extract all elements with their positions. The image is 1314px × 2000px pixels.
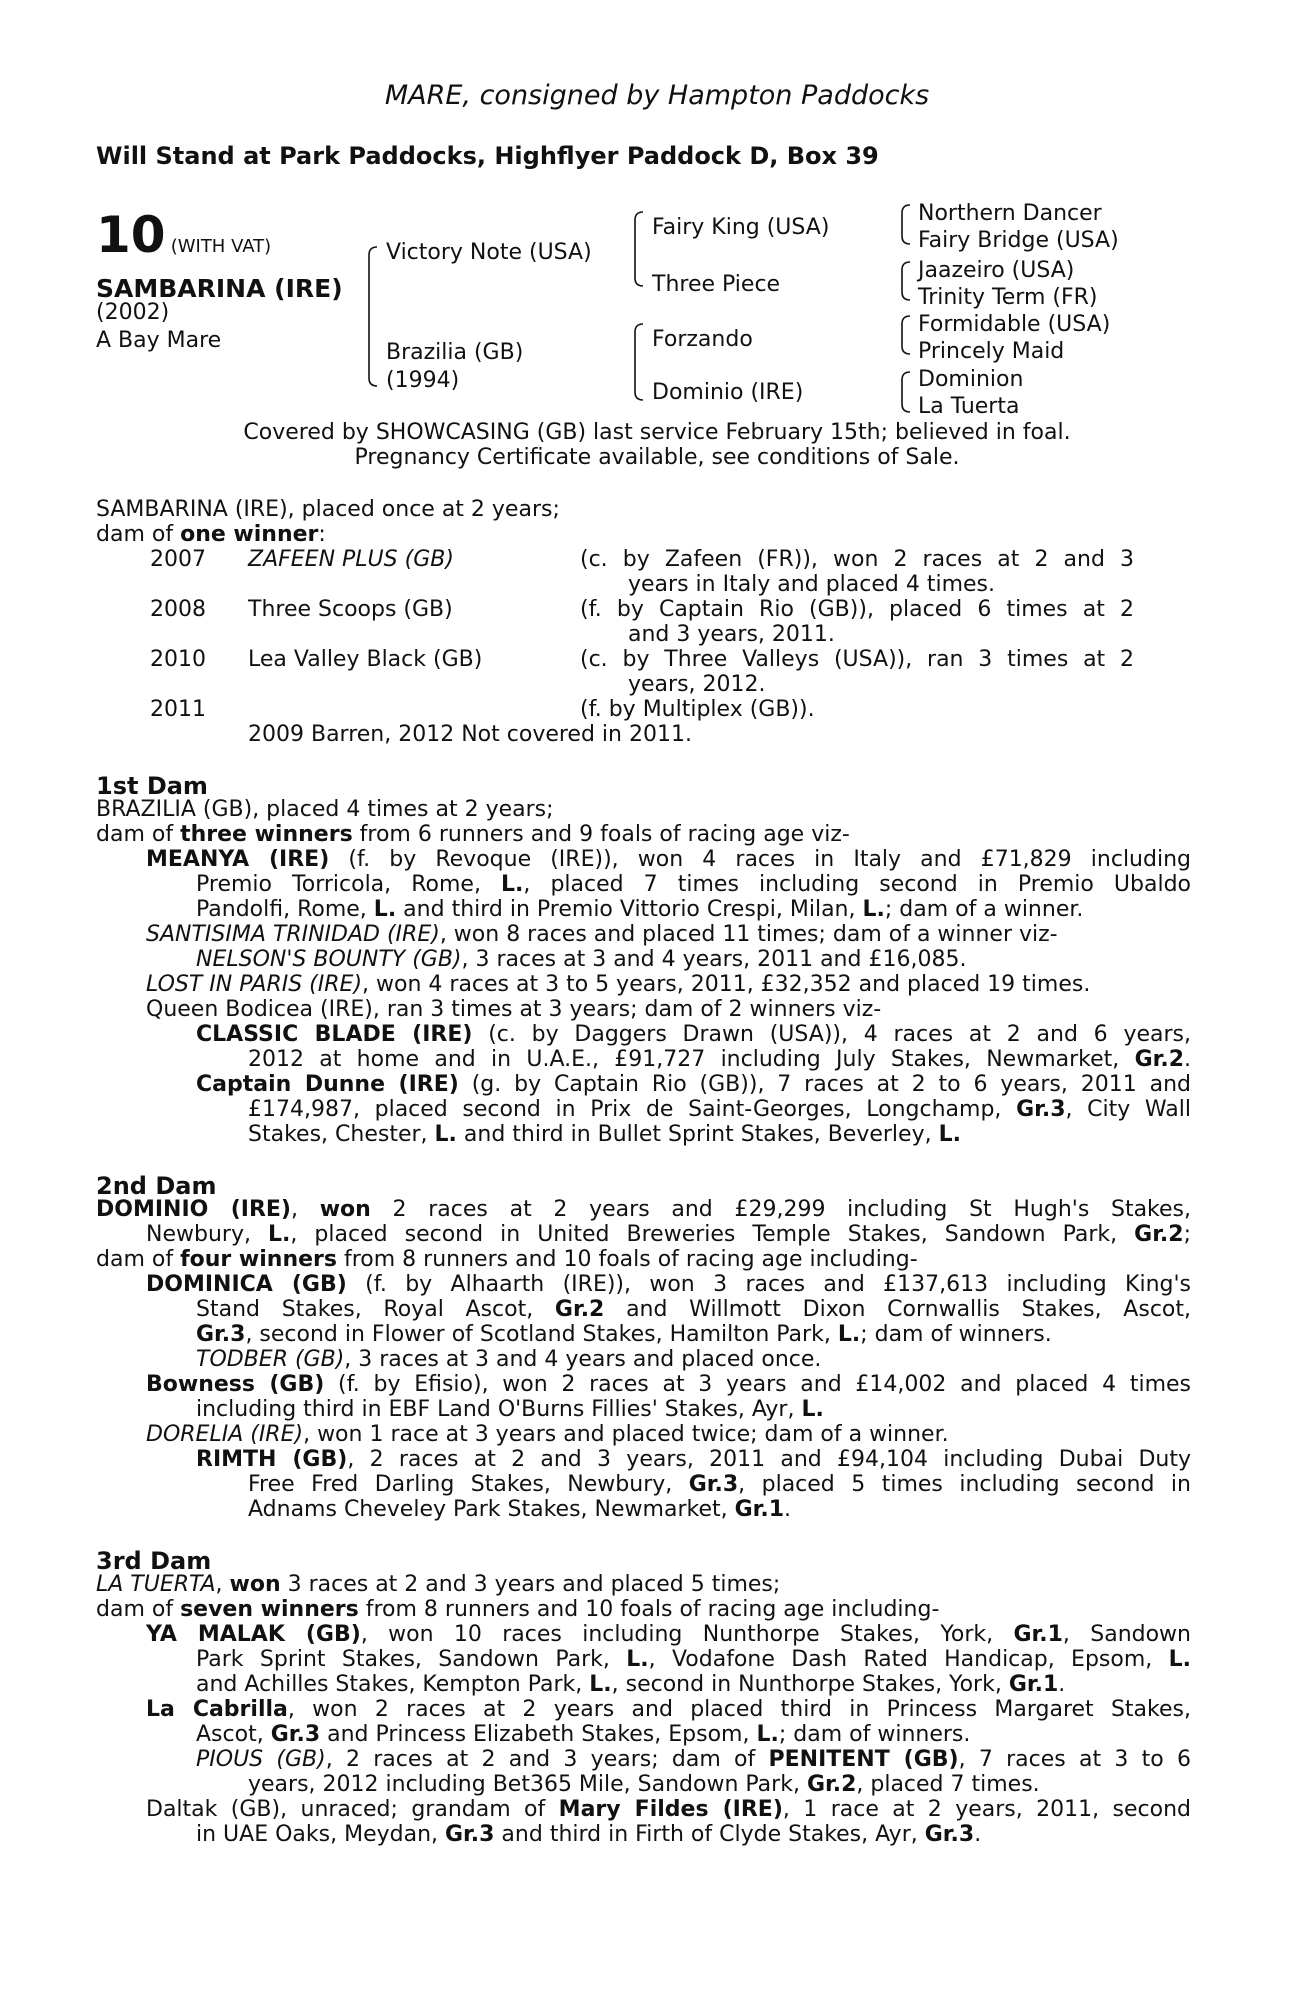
produce-name: Three Scoops (GB) — [248, 597, 453, 622]
third-dam-summary — [96, 1597, 939, 1622]
grade: L. — [434, 1122, 457, 1147]
produce-desc: (f. by Captain Rio (GB)), placed 6 times at 2 — [580, 597, 1134, 622]
winners-count: three winners — [180, 822, 353, 847]
ya-malak-entry — [146, 1622, 1191, 1647]
text: Free Fred Darling Stakes, Newbury, — [248, 1472, 689, 1497]
horse-name: DOMINICA (GB) — [146, 1272, 347, 1297]
grade: Gr.1 — [1013, 1622, 1063, 1647]
first-dam-heading: 1st Dam — [96, 772, 208, 800]
second-dam-summary — [96, 1247, 918, 1272]
horse-name: La Cabrilla — [146, 1697, 288, 1722]
grade: L. — [862, 897, 885, 922]
text: including third in EBF Land O'Burns Fillies' Stakes, Ayr, — [196, 1397, 802, 1422]
pious-entry-line2 — [248, 1772, 1040, 1797]
grade: Gr.3 — [445, 1822, 495, 1847]
text: (f. by Efisio), won 2 races at 3 years and £14,002 and placed 4 times — [324, 1372, 1192, 1397]
text: from 8 runners and 10 foals of racing age including- — [358, 1597, 940, 1622]
pedigree-sire: Victory Note (USA) — [386, 240, 592, 265]
pedigree-ggs-4: Dominion — [918, 367, 1024, 392]
bracket-dd — [902, 372, 910, 412]
captain-dunne-entry-line3 — [248, 1122, 961, 1147]
text: Park Sprint Stakes, Sandown Park, — [196, 1647, 627, 1672]
pedigree-ggd-3: Princely Maid — [918, 339, 1065, 364]
produce-year: 2008 — [150, 597, 206, 622]
text: . — [1184, 1047, 1191, 1072]
horse-year: (2002) — [96, 300, 170, 325]
text: , — [215, 1572, 230, 1597]
meanya-entry-line2 — [196, 872, 1191, 897]
produce-name: Lea Valley Black (GB) — [248, 647, 483, 672]
pedigree-ggs-3: Formidable (USA) — [918, 312, 1111, 337]
pedigree-dam-year: (1994) — [386, 368, 460, 393]
winners-count: one winner — [180, 522, 319, 547]
text: (f. by Revoque (IRE)), won 4 races in Italy and £71,829 including — [329, 847, 1191, 872]
barren-note: 2009 Barren, 2012 Not covered in 2011. — [248, 722, 692, 747]
grade: Gr.2 — [1134, 1222, 1184, 1247]
text: 3 races at 2 and 3 years and placed 5 times; — [280, 1572, 781, 1597]
text: from 6 runners and 9 foals of racing age viz- — [352, 822, 850, 847]
horse-description: A Bay Mare — [96, 328, 222, 353]
text: , — [291, 1197, 320, 1222]
text: , won 1 race at 3 years and placed twice; dam of a winner. — [303, 1422, 949, 1447]
horse-name: LOST IN PARIS (IRE) — [146, 972, 363, 997]
horse-name: MEANYA (IRE) — [146, 847, 330, 872]
text: and third in Firth of Clyde Stakes, Ayr, — [494, 1822, 925, 1847]
won: won — [229, 1572, 281, 1597]
text: ; dam of winners. — [778, 1722, 971, 1747]
produce-desc-cont: years in Italy and placed 4 times. — [628, 572, 995, 597]
text: , 3 races at 3 and 4 years, 2011 and £16,085. — [461, 947, 967, 972]
text: and third in Premio Vittorio Crespi, Milan, — [396, 897, 863, 922]
bracket-dam — [635, 324, 643, 400]
pedigree-ggs-1: Northern Dancer — [918, 201, 1102, 226]
pedigree-ggd-1: Fairy Bridge (USA) — [918, 228, 1119, 253]
text: and Princess Elizabeth Stakes, Epsom, — [320, 1722, 757, 1747]
won: won — [319, 1197, 371, 1222]
text: . — [1058, 1672, 1066, 1697]
grade: Gr.1 — [1008, 1672, 1059, 1697]
dominio-entry — [96, 1197, 1191, 1222]
third-dam-heading: 3rd Dam — [96, 1547, 212, 1575]
horse-name: DORELIA (IRE) — [146, 1422, 304, 1447]
produce-desc: (c. by Three Valleys (USA)), ran 3 times at 2 — [580, 647, 1134, 672]
covered-note: Covered by SHOWCASING (GB) last service February 15th; believed in foal. — [243, 420, 1071, 445]
text: , Sandown — [1062, 1622, 1191, 1647]
grade: Gr.2 — [806, 1772, 857, 1797]
grade: Gr.3 — [270, 1722, 321, 1747]
produce-desc-cont: years, 2012. — [628, 672, 766, 697]
page-title: MARE, consigned by Hampton Paddocks — [384, 80, 930, 111]
text: and third in Bullet Sprint Stakes, Beverley, — [456, 1122, 939, 1147]
first-dam-summary — [96, 822, 850, 847]
horse-name: Captain Dunne (IRE) — [196, 1072, 459, 1097]
lot-number: 10 — [96, 206, 166, 264]
text: £174,987, placed second in Prix de Saint-Georges, Longchamp, — [248, 1097, 1017, 1122]
text: : — [318, 522, 326, 547]
horse-name: TODBER (GB) — [196, 1347, 345, 1372]
vat-note: (WITH VAT) — [170, 236, 272, 257]
grade: L. — [501, 872, 524, 897]
text: . — [784, 1497, 792, 1522]
text: , placed 7 times. — [856, 1772, 1040, 1797]
rimth-entry-line2 — [248, 1472, 1191, 1497]
pedigree-dam: Brazilia (GB) — [386, 340, 524, 365]
text: Stakes, Chester, — [248, 1122, 435, 1147]
captain-dunne-entry-line2 — [248, 1097, 1191, 1122]
text: . — [974, 1822, 982, 1847]
text: from 8 runners and 10 foals of racing age including- — [337, 1247, 918, 1272]
text: Stand Stakes, Royal Ascot, — [196, 1297, 555, 1322]
bowness-entry — [146, 1372, 1191, 1397]
text: , won 2 races at 2 years and placed third in Princess Margaret Stakes, — [287, 1697, 1191, 1722]
grade: L. — [626, 1647, 649, 1672]
ya-malak-entry-line2 — [196, 1647, 1191, 1672]
horse-name: YA MALAK (GB) — [146, 1622, 361, 1647]
todber-entry — [196, 1347, 821, 1372]
text: , won 10 races including Nunthorpe Stakes, York, — [360, 1622, 1014, 1647]
text: years, 2012 including Bet365 Mile, Sandown Park, — [248, 1772, 807, 1797]
first-dam-intro: BRAZILIA (GB), placed 4 times at 2 years; — [96, 797, 554, 822]
pedigree-dam-dam: Dominio (IRE) — [652, 380, 804, 405]
horse-name: Mary Fildes (IRE) — [558, 1797, 783, 1822]
text: Newbury, — [146, 1222, 268, 1247]
pedigree-ggd-2: Trinity Term (FR) — [918, 285, 1098, 310]
text: , 7 races at 3 to 6 — [958, 1747, 1191, 1772]
produce-year: 2007 — [150, 547, 206, 572]
grade: Gr.3 — [924, 1822, 975, 1847]
produce-desc: (c. by Zafeen (FR)), won 2 races at 2 and 3 — [580, 547, 1134, 572]
horse-name: CLASSIC BLADE (IRE) — [196, 1022, 473, 1047]
text: (c. by Daggers Drawn (USA)), 4 races at 2 and 6 years, — [472, 1022, 1191, 1047]
classic-blade-entry — [196, 1022, 1191, 1047]
text: , second in Nunthorpe Stakes, York, — [611, 1672, 1009, 1697]
horse-name: NELSON'S BOUNTY (GB) — [196, 947, 462, 972]
text: , Vodafone Dash Rated Handicap, Epsom, — [648, 1647, 1169, 1672]
text: dam of — [96, 1247, 181, 1272]
horse-name: PENITENT (GB) — [768, 1747, 959, 1772]
horse-name: LA TUERTA — [96, 1572, 216, 1597]
captain-dunne-entry — [196, 1072, 1191, 1097]
text: , second in Flower of Scotland Stakes, Hamilton Park, — [245, 1322, 838, 1347]
classic-blade-entry-line2 — [248, 1047, 1191, 1072]
produce-year: 2010 — [150, 647, 206, 672]
horse-name: Bowness (GB) — [146, 1372, 325, 1397]
text: 2 races at 2 years and £29,299 including St Hugh's Stakes, — [370, 1197, 1192, 1222]
grade: L. — [801, 1397, 824, 1422]
la-cabrilla-entry-line2 — [196, 1722, 970, 1747]
text: dam of — [96, 822, 181, 847]
dominio-entry-line2 — [146, 1222, 1191, 1247]
text: ; dam of a winner. — [884, 897, 1084, 922]
grade: L. — [756, 1722, 779, 1747]
text: 2012 at home and in U.A.E., £91,727 including July Stakes, Newmarket, — [248, 1047, 1135, 1072]
nelson-entry — [196, 947, 966, 972]
pious-entry — [196, 1747, 1191, 1772]
text: in UAE Oaks, Meydan, — [196, 1822, 445, 1847]
grade: Gr.3 — [688, 1472, 739, 1497]
dominica-entry-line2 — [196, 1297, 1191, 1322]
text: Daltak (GB), unraced; grandam of — [146, 1797, 559, 1822]
produce-year: 2011 — [150, 697, 206, 722]
text: and Willmott Dixon Cornwallis Stakes, Ascot, — [604, 1297, 1191, 1322]
text: , 2 races at 2 and 3 years; dam of — [325, 1747, 769, 1772]
meanya-entry-line3 — [196, 897, 1083, 922]
text: ; — [1183, 1222, 1191, 1247]
pedigree-ggd-4: La Tuerta — [918, 394, 1020, 419]
horse-name: SAMBARINA (IRE) — [96, 274, 343, 303]
dominica-entry-line3 — [196, 1322, 1052, 1347]
horse-name: RIMTH (GB) — [196, 1447, 348, 1472]
text: , placed 5 times including second in — [738, 1472, 1191, 1497]
text: , placed 7 times including second in Premio Ubaldo — [523, 872, 1192, 897]
bowness-entry-line2 — [196, 1397, 824, 1422]
pedigree-dam-sire: Forzando — [652, 327, 753, 352]
text: (f. by Alhaarth (IRE)), won 3 races and £137,613 including King's — [346, 1272, 1192, 1297]
grade: Gr.2 — [1134, 1047, 1184, 1072]
text: , placed second in United Breweries Temple Stakes, Sandown Park, — [290, 1222, 1135, 1247]
text: Adnams Cheveley Park Stakes, Newmarket, — [248, 1497, 735, 1522]
produce-name: ZAFEEN PLUS (GB) — [248, 547, 454, 572]
text: , 1 race at 2 years, 2011, second — [782, 1797, 1191, 1822]
text: , City Wall — [1065, 1097, 1191, 1122]
grade: L. — [589, 1672, 612, 1697]
winners-count: four winners — [180, 1247, 337, 1272]
text: (g. by Captain Rio (GB)), 7 races at 2 to 6 years, 2011 and — [458, 1072, 1192, 1097]
meanya-entry — [146, 847, 1191, 872]
record-dam-of — [96, 522, 326, 547]
bracket-sd — [902, 262, 910, 300]
horse-name: SANTISIMA TRINIDAD (IRE) — [146, 922, 440, 947]
text: , won 8 races and placed 11 times; dam of a winner viz- — [439, 922, 1058, 947]
lost-in-paris-entry — [146, 972, 1090, 997]
queen-bodicea-entry: Queen Bodicea (IRE), ran 3 times at 3 years; dam of 2 winners viz- — [146, 997, 882, 1022]
bracket-sire — [635, 212, 643, 286]
grade: L. — [373, 897, 397, 922]
winners-count: seven winners — [180, 1597, 359, 1622]
pedigree-sire-sire: Fairy King (USA) — [652, 215, 830, 240]
record-intro: SAMBARINA (IRE), placed once at 2 years; — [96, 497, 560, 522]
grade: L. — [938, 1122, 961, 1147]
daltak-entry-line2 — [196, 1822, 981, 1847]
text: Premio Torricola, Rome, — [196, 872, 502, 897]
grade: Gr.1 — [734, 1497, 785, 1522]
pedigree-ggs-2: Jaazeiro (USA) — [918, 258, 1075, 283]
horse-name: PIOUS (GB) — [196, 1747, 326, 1772]
second-dam-heading: 2nd Dam — [96, 1172, 217, 1200]
dorelia-entry — [146, 1422, 949, 1447]
text: , won 4 races at 3 to 5 years, 2011, £32,352 and placed 19 times. — [362, 972, 1091, 997]
produce-desc-cont: and 3 years, 2011. — [628, 622, 835, 647]
produce-desc: (f. by Multiplex (GB)). — [580, 697, 815, 722]
grade: L. — [1168, 1647, 1191, 1672]
grade: L. — [837, 1322, 861, 1347]
la-cabrilla-entry — [146, 1697, 1191, 1722]
bracket-main — [369, 247, 377, 386]
text: Pandolfi, Rome, — [196, 897, 374, 922]
stand-location: Will Stand at Park Paddocks, Highflyer Paddock D, Box 39 — [96, 142, 879, 170]
bracket-ds — [902, 316, 910, 354]
grade: Gr.3 — [196, 1322, 246, 1347]
rimth-entry-line3 — [248, 1497, 791, 1522]
pedigree-sire-dam: Three Piece — [652, 272, 781, 297]
grade: Gr.2 — [554, 1297, 605, 1322]
santisima-entry — [146, 922, 1058, 947]
grade: Gr.3 — [1016, 1097, 1066, 1122]
bracket-ss — [902, 205, 910, 244]
text: dam of — [96, 522, 181, 547]
text: , 3 races at 3 and 4 years and placed once. — [344, 1347, 822, 1372]
certificate-note: Pregnancy Certificate available, see conditions of Sale. — [354, 445, 960, 470]
text: ; dam of winners. — [860, 1322, 1052, 1347]
text: dam of — [96, 1597, 181, 1622]
horse-name: DOMINIO (IRE) — [96, 1197, 291, 1222]
rimth-entry — [196, 1447, 1191, 1472]
dominica-entry — [146, 1272, 1191, 1297]
ya-malak-entry-line3 — [196, 1672, 1065, 1697]
la-tuerta-entry — [96, 1572, 780, 1597]
text: , 2 races at 2 and 3 years, 2011 and £94,104 including Dubai Duty — [347, 1447, 1191, 1472]
text: and Achilles Stakes, Kempton Park, — [196, 1672, 590, 1697]
daltak-entry — [146, 1797, 1191, 1822]
text: Ascot, — [196, 1722, 271, 1747]
grade: L. — [268, 1222, 291, 1247]
